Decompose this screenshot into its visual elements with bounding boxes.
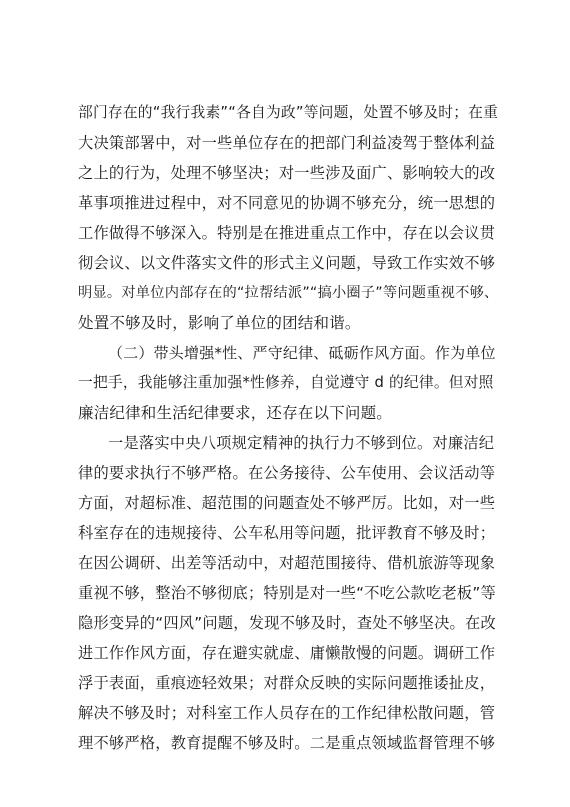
text-line: 理不够严格，教育提醒不够及时。二是重点领域监督管理不够 — [78, 734, 496, 752]
text-line: 工作做得不够深入。特别是在推进重点工作中，存在以会议贯 — [78, 224, 496, 242]
section-heading: （二）带头增强*性、严守纪律、砥砺作风方面。作为单位 — [108, 344, 496, 362]
text-line: 浮于表面，重痕迹轻效果；对群众反映的实际问题推诿扯皮， — [78, 674, 496, 692]
text-line: 部门存在的“我行我素”“各自为政”等问题，处置不够及时；在重 — [78, 104, 499, 121]
text-line: 在因公调研、出差等活动中，对超范围接待、借机旅游等现象 — [78, 554, 496, 572]
text-line: 廉洁纪律和生活纪律要求，还存在以下问题。 — [78, 404, 393, 422]
text-line: 隐形变异的“四风”问题，发现不够及时，查处不够坚决。在改 — [78, 614, 496, 632]
text-line: 处置不够及时，影响了单位的团结和谐。 — [78, 314, 361, 332]
text-line: 彻会议、以文件落实文件的形式主义问题，导致工作实效不够 — [78, 254, 496, 272]
text-line: 大决策部署中，对一些单位存在的把部门利益凌驾于整体利益 — [78, 134, 496, 152]
text-line: 解决不够及时；对科室工作人员存在的工作纪律松散问题，管 — [78, 704, 496, 722]
text-line: 重视不够，整治不够彻底；特别是对一些“不吃公款吃老板”等 — [78, 584, 496, 602]
text-line: 方面，对超标准、超范围的问题查处不够严厉。比如，对一些 — [78, 494, 496, 512]
text-line: 之上的行为，处理不够坚决；对一些涉及面广、影响较大的改 — [78, 164, 496, 182]
text-line: 明显。对单位内部存在的“拉帮结派”“搞小圈子”等问题重视不够、 — [78, 285, 499, 301]
text-line: 科室存在的违规接待、公车私用等问题，批评教育不够及时； — [78, 524, 496, 542]
text-line: 革事项推进过程中，对不同意见的协调不够充分，统一思想的 — [78, 194, 496, 212]
text-line: 进工作作风方面，存在避实就虚、庸懒散慢的问题。调研工作 — [78, 644, 496, 662]
paragraph-start: 一是落实中央八项规定精神的执行力不够到位。对廉洁纪 — [108, 434, 495, 452]
text-line: 一把手，我能够注重加强*性修养，自觉遵守 d 的纪律。但对照 — [78, 374, 494, 391]
text-line: 律的要求执行不够严格。在公务接待、公车使用、会议活动等 — [78, 464, 496, 482]
